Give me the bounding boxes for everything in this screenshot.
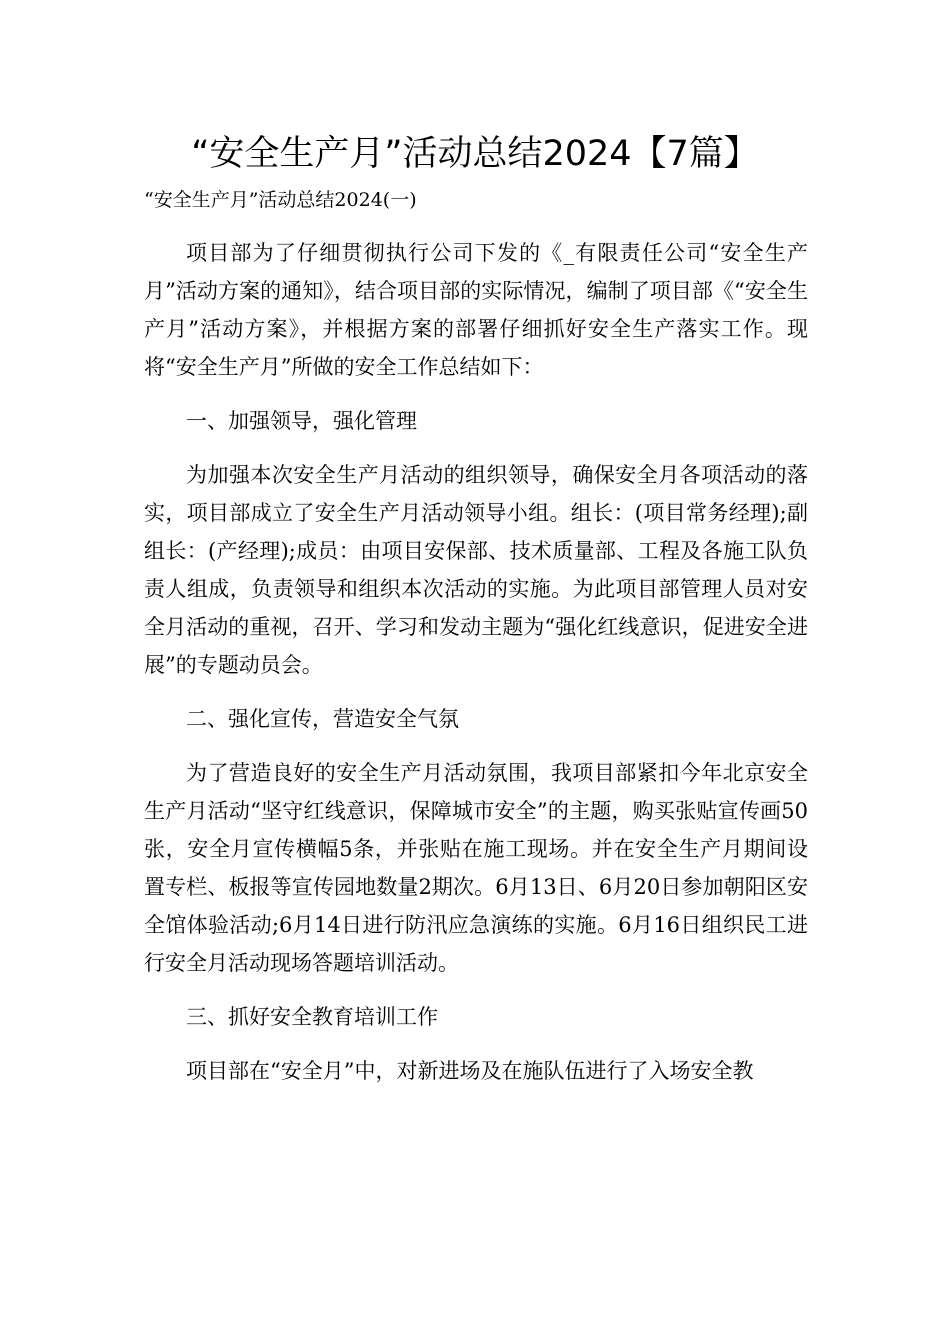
section-heading-2: 二、强化宣传，营造安全气氛	[186, 707, 459, 731]
paragraph-training: 项目部在“安全月”中，对新进场及在施队伍进行了入场安全教	[186, 1059, 754, 1083]
section-heading-3: 三、抓好安全教育培训工作	[186, 1005, 438, 1029]
paragraph-publicity: 为了营造良好的安全生产月活动氛围，我项目部紧扣今年北京安全生产月活动“坚守红线意识，保障城市安全”的主题，购买张贴宣传画50张，安全月宣传横幅5条，并张贴在施工现场。并在安全生产月期间设置专栏、板报等宣传园地数量2期次。6月13日、6月20日参加朝阳区安全馆体验活动;6月14日进行防汛应急演练的实施。6月16日组织民工进行安全月活动现场答题培训活动。	[144, 761, 808, 975]
section-heading-1: 一、加强领导，强化管理	[186, 409, 417, 433]
document-title: “安全生产月”活动总结2024【7篇】	[191, 134, 759, 174]
document-subtitle: “安全生产月”活动总结2024(一)	[144, 189, 417, 211]
paragraph-intro: 项目部为了仔细贯彻执行公司下发的《_有限责任公司“安全生产月”活动方案的通知》，结合项目部的实际情况，编制了项目部《“安全生产月”活动方案》，并根据方案的部署仔细抓好安全生产落实工作。现将“安全生产月”所做的安全工作总结如下：	[144, 241, 808, 379]
document-body	[144, 234, 808, 1106]
paragraph-leadership: 为加强本次安全生产月活动的组织领导，确保安全月各项活动的落实，项目部成立了安全生产月活动领导小组。组长：(项目常务经理);副组长：(产经理);成员：由项目安保部、技术质量部、工程及各施工队负责人组成，负责领导和组织本次活动的实施。为此项目部管理人员对安全月活动的重视，召开、学习和发动主题为“强化红线意识，促进安全进展”的专题动员会。	[144, 463, 808, 677]
